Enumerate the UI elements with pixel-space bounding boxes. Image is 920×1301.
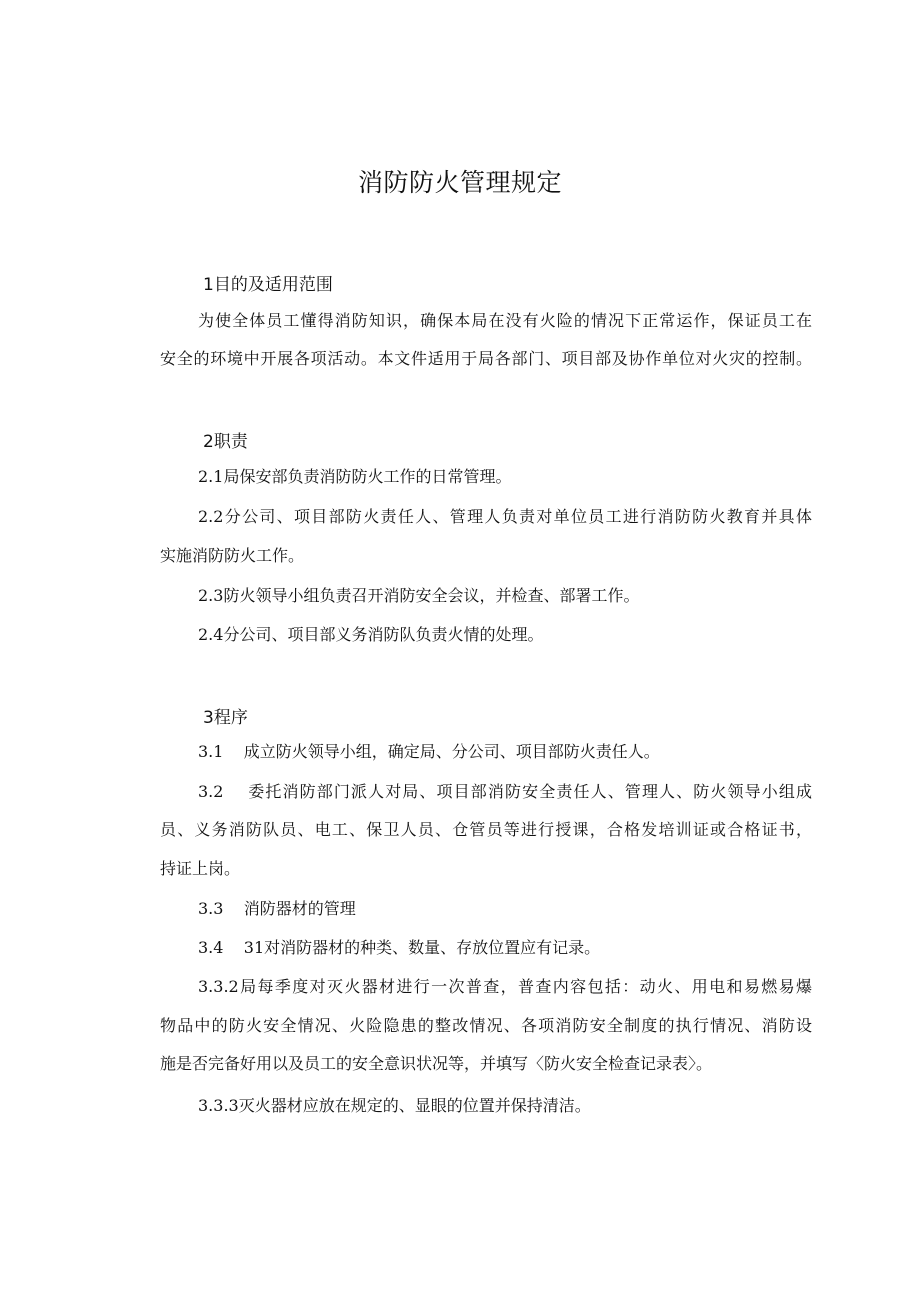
- paragraph-line: 施是否完备好用以及员工的安全意识状况等，并填写〈防火安全检查记录表〉。: [160, 1054, 713, 1073]
- paragraph-line: 实施消防防火工作。: [160, 546, 305, 565]
- paragraph-line: 3.3.3灭火器材应放在规定的、显眼的位置并保持清洁。: [198, 1096, 591, 1115]
- section-heading-procedure: 3程序: [203, 708, 248, 728]
- document-title: 消防防火管理规定: [357, 168, 562, 197]
- paragraph-line: 2.1局保安部负责消防防火工作的日常管理。: [198, 467, 512, 486]
- paragraph-line: 2.2分公司、项目部防火责任人、管理人负责对单位员工进行消防防火教育并具体: [198, 507, 812, 526]
- paragraph-line: 持证上岗。: [160, 859, 241, 878]
- paragraph-line: 物品中的防火安全情况、火险隐患的整改情况、各项消防安全制度的执行情况、消防设: [160, 1016, 812, 1035]
- paragraph-line: 3.4 31对消防器材的种类、数量、存放位置应有记录。: [198, 938, 601, 957]
- paragraph-line: 3.3.2局每季度对灭火器材进行一次普查，普查内容包括：动火、用电和易燃易爆: [198, 977, 812, 996]
- paragraph-line: 3.1 成立防火领导小组，确定局、分公司、项目部防火责任人。: [198, 742, 660, 761]
- paragraph-line: 为使全体员工懂得消防知识，确保本局在没有火险的情况下正常运作，保证员工在: [198, 311, 812, 330]
- paragraph-line: 2.4分公司、项目部义务消防队负责火情的处理。: [198, 625, 544, 644]
- section-heading-purpose: 1目的及适用范围: [203, 275, 333, 295]
- section-heading-responsibilities: 2职责: [203, 432, 248, 452]
- paragraph-line: 3.2 委托消防部门派人对局、项目部消防安全责任人、管理人、防火领导小组成: [198, 782, 812, 801]
- paragraph-line: 2.3防火领导小组负责召开消防安全会议，并检查、部署工作。: [198, 586, 640, 605]
- paragraph-line: 3.3 消防器材的管理: [198, 899, 356, 918]
- paragraph-line: 员、义务消防队员、电工、保卫人员、仓管员等进行授课，合格发培训证或合格证书，: [160, 820, 812, 839]
- paragraph-line: 安全的环境中开展各项活动。本文件适用于局各部门、项目部及协作单位对火灾的控制。: [160, 349, 812, 368]
